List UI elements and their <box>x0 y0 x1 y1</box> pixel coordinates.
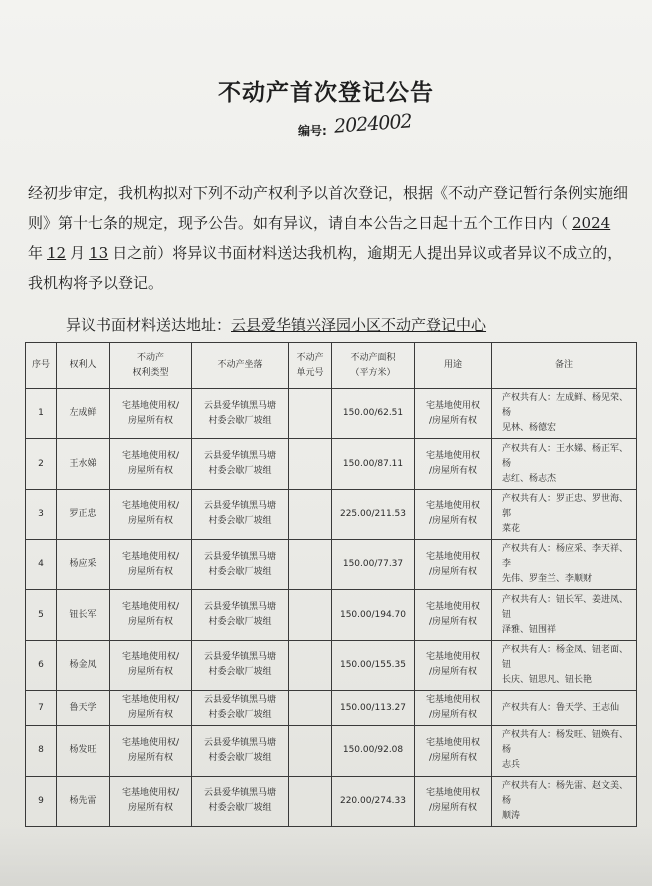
property-location: 云县爱华镇黑马塘 村委会歇厂坡组 <box>192 691 289 726</box>
owner-name: 左成鲜 <box>57 389 110 439</box>
column-header: 不动产 权利类型 <box>110 343 192 389</box>
table-header-row <box>26 343 637 389</box>
deadline-day: 13 <box>89 244 109 262</box>
row-number: 5 <box>26 590 57 640</box>
table-row <box>26 691 637 726</box>
row-note: 产权共有人：王水娣、杨正军、杨 志红、杨志杰 <box>492 439 637 489</box>
right-type: 宅基地使用权/ 房屋所有权 <box>110 540 192 590</box>
unit-number <box>289 590 332 640</box>
owner-name: 钮长军 <box>57 590 110 640</box>
table-row <box>26 776 637 826</box>
row-number: 9 <box>26 776 57 826</box>
property-area: 220.00/274.33 <box>332 776 415 826</box>
property-area: 150.00/87.11 <box>332 439 415 489</box>
unit-number <box>289 389 332 439</box>
column-header: 不动产 单元号 <box>289 343 332 389</box>
property-area: 150.00/155.35 <box>332 640 415 690</box>
intro-text-start: 经初步审定，我机构拟对下列不动产权利予以首次登记，根据《不动产登记暂行条例实施细则》第十七条的规定，现予公告。如有异议，请自本公告之日起十五个工作日内（ <box>28 184 629 232</box>
property-location: 云县爱华镇黑马塘 村委会歇厂坡组 <box>192 726 289 776</box>
intro-paragraph <box>28 178 628 298</box>
property-area: 150.00/194.70 <box>332 590 415 640</box>
row-note: 产权共有人：杨应采、李天祥、李 先伟、罗奎兰、李顺财 <box>492 540 637 590</box>
right-type: 宅基地使用权/ 房屋所有权 <box>110 726 192 776</box>
row-number: 6 <box>26 640 57 690</box>
property-usage: 宅基地使用权 /房屋所有权 <box>415 540 492 590</box>
row-number: 7 <box>26 691 57 726</box>
row-number: 1 <box>26 389 57 439</box>
right-type: 宅基地使用权/ 房屋所有权 <box>110 489 192 539</box>
doc-number-label: 编号: <box>298 124 327 138</box>
doc-number-handwritten: 2024002 <box>333 110 413 138</box>
unit-number <box>289 640 332 690</box>
property-area: 150.00/77.37 <box>332 540 415 590</box>
property-area: 225.00/211.53 <box>332 489 415 539</box>
property-location: 云县爱华镇黑马塘 村委会歇厂坡组 <box>192 439 289 489</box>
unit-number <box>289 691 332 726</box>
owner-name: 杨应采 <box>57 540 110 590</box>
property-usage: 宅基地使用权 /房屋所有权 <box>415 691 492 726</box>
property-usage: 宅基地使用权 /房屋所有权 <box>415 439 492 489</box>
table-row <box>26 726 637 776</box>
row-number: 8 <box>26 726 57 776</box>
column-header: 备注 <box>492 343 637 389</box>
property-area: 150.00/113.27 <box>332 691 415 726</box>
property-location: 云县爱华镇黑马塘 村委会歇厂坡组 <box>192 489 289 539</box>
owner-name: 杨先雷 <box>57 776 110 826</box>
property-location: 云县爱华镇黑马塘 村委会歇厂坡组 <box>192 389 289 439</box>
deadline-year: 2024 <box>572 214 611 232</box>
unit-number <box>289 776 332 826</box>
row-note: 产权共有人：钮长军、姜进凤、钮 泽雅、钮围祥 <box>492 590 637 640</box>
deadline-year-unit: 年 <box>28 244 44 262</box>
property-usage: 宅基地使用权 /房屋所有权 <box>415 590 492 640</box>
property-usage: 宅基地使用权 /房屋所有权 <box>415 489 492 539</box>
address-label: 异议书面材料送达地址： <box>66 316 232 334</box>
table-row <box>26 590 637 640</box>
intro-text-end: 日之前）将异议书面材料送达我机构，逾期无人提出异议或者异议不成立的，我机构将予以登记。 <box>28 244 623 292</box>
property-location: 云县爱华镇黑马塘 村委会歇厂坡组 <box>192 776 289 826</box>
owner-name: 罗正忠 <box>57 489 110 539</box>
registration-table <box>25 342 637 827</box>
table-row <box>26 540 637 590</box>
row-number: 3 <box>26 489 57 539</box>
address-value: 云县爱华镇兴泽园小区不动产登记中心 <box>231 316 487 334</box>
right-type: 宅基地使用权/ 房屋所有权 <box>110 389 192 439</box>
owner-name: 杨发旺 <box>57 726 110 776</box>
property-location: 云县爱华镇黑马塘 村委会歇厂坡组 <box>192 590 289 640</box>
owner-name: 杨金凤 <box>57 640 110 690</box>
table-row <box>26 640 637 690</box>
objection-address <box>66 314 486 335</box>
column-header: 序号 <box>26 343 57 389</box>
unit-number <box>289 726 332 776</box>
row-number: 4 <box>26 540 57 590</box>
page-title: 不动产首次登记公告 <box>218 79 434 106</box>
row-note: 产权共有人：罗正忠、罗世海、郭 菜花 <box>492 489 637 539</box>
property-area: 150.00/62.51 <box>332 389 415 439</box>
owner-name: 王水娣 <box>57 439 110 489</box>
property-usage: 宅基地使用权 /房屋所有权 <box>415 389 492 439</box>
property-area: 150.00/92.08 <box>332 726 415 776</box>
column-header: 不动产坐落 <box>192 343 289 389</box>
row-note: 产权共有人：左成鲜、杨见荣、杨 见林、杨德宏 <box>492 389 637 439</box>
property-usage: 宅基地使用权 /房屋所有权 <box>415 640 492 690</box>
deadline-month: 12 <box>47 244 67 262</box>
right-type: 宅基地使用权/ 房屋所有权 <box>110 776 192 826</box>
property-location: 云县爱华镇黑马塘 村委会歇厂坡组 <box>192 540 289 590</box>
owner-name: 鲁天学 <box>57 691 110 726</box>
table-body <box>26 389 637 827</box>
table-row <box>26 439 637 489</box>
row-note: 产权共有人：杨金凤、钮老面、钮 长庆、钮思凡、钮长艳 <box>492 640 637 690</box>
column-header: 不动产面积 （平方米） <box>332 343 415 389</box>
table-row <box>26 389 637 439</box>
right-type: 宅基地使用权/ 房屋所有权 <box>110 590 192 640</box>
right-type: 宅基地使用权/ 房屋所有权 <box>110 439 192 489</box>
deadline-month-unit: 月 <box>70 244 86 262</box>
page-shadow <box>0 826 652 886</box>
row-note: 产权共有人：鲁天学、王志仙 <box>492 691 637 726</box>
column-header: 用途 <box>415 343 492 389</box>
table-row <box>26 489 637 539</box>
right-type: 宅基地使用权/ 房屋所有权 <box>110 691 192 726</box>
right-type: 宅基地使用权/ 房屋所有权 <box>110 640 192 690</box>
unit-number <box>289 540 332 590</box>
row-note: 产权共有人：杨先雷、赵文美、杨 顺涛 <box>492 776 637 826</box>
property-usage: 宅基地使用权 /房屋所有权 <box>415 776 492 826</box>
row-note: 产权共有人：杨发旺、钮焕有、杨 志兵 <box>492 726 637 776</box>
unit-number <box>289 439 332 489</box>
unit-number <box>289 489 332 539</box>
property-usage: 宅基地使用权 /房屋所有权 <box>415 726 492 776</box>
property-location: 云县爱华镇黑马塘 村委会歇厂坡组 <box>192 640 289 690</box>
row-number: 2 <box>26 439 57 489</box>
column-header: 权利人 <box>57 343 110 389</box>
